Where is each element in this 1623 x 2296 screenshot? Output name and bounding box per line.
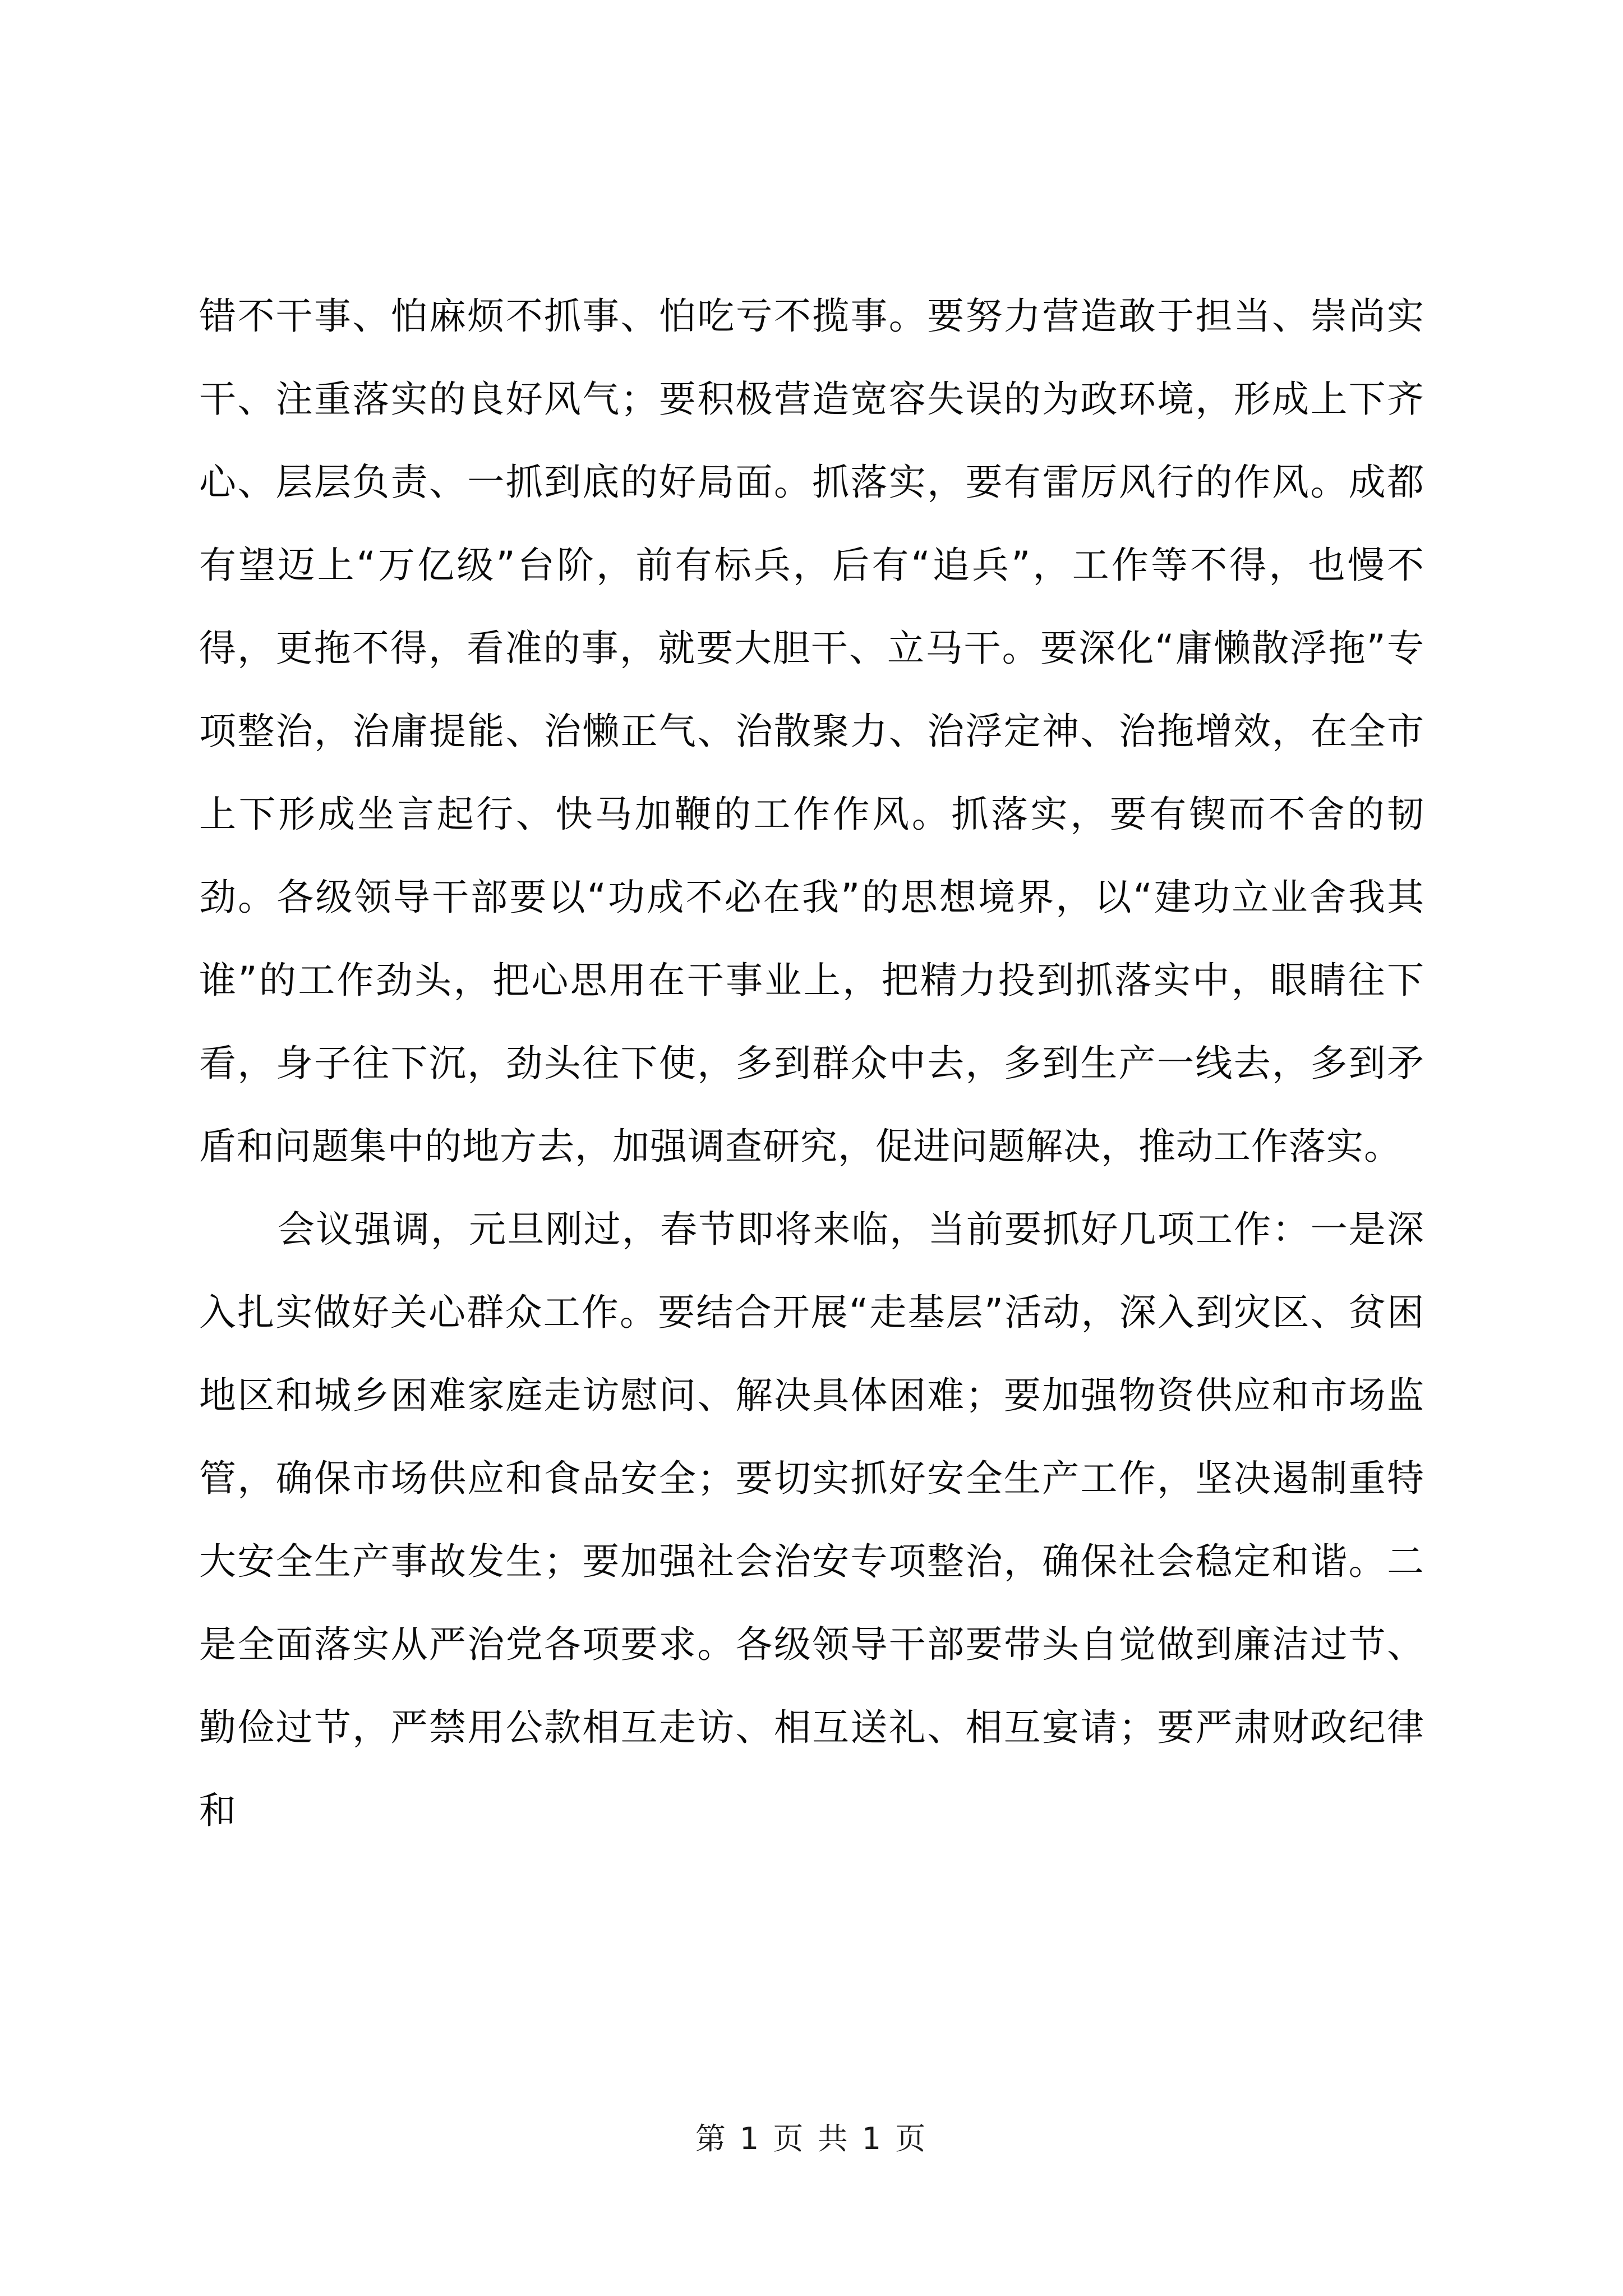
page-footer: 第 1 页 共 1 页 [695, 2121, 928, 2156]
paragraph: 错不干事、怕麻烦不抓事、怕吃亏不揽事。要努力营造敢于担当、崇尚实干、注重落实的良好风气；要积极营造宽容失误的为政环境，形成上下齐心、层层负责、一抓到底的好局面。抓落实，要有雷厉风行的作风。成都有望迈上“万亿级”台阶，前有标兵，后有“追兵”，工作等不得，也慢不得，更拖不得，看准的事，就要大胆干、立马干。要深化“庸懒散浮拖”专项整治，治庸提能、治懒正气、治散聚力、治浮定神、治拖增效，在全市上下形成坐言起行、快马加鞭的工作作风。抓落实，要有锲而不舍的韧劲。各级领导干部要以“功成不必在我”的思想境界，以“建功立业舍我其谁”的工作劲头，把心思用在干事业上，把精力投到抓落实中，眼睛往下看，身子往下沉，劲头往下使，多到群众中去，多到生产一线去，多到矛盾和问题集中的地方去，加强调查研究，促进问题解决，推动工作落实。 [199, 295, 1424, 1168]
paragraph: 会议强调，元旦刚过，春节即将来临，当前要抓好几项工作：一是深入扎实做好关心群众工作。要结合开展“走基层”活动，深入到灾区、贫困地区和城乡困难家庭走访慰问、解决具体困难；要加强物资供应和市场监管，确保市场供应和食品安全；要切实抓好安全生产工作，坚决遏制重特大安全生产事故发生；要加强社会治安专项整治，确保社会稳定和谐。二是全面落实从严治党各项要求。各级领导干部要带头自觉做到廉洁过节、勤俭过节，严禁用公款相互走访、相互送礼、相互宴请；要严肃财政纪律和 [199, 1208, 1424, 1832]
document-body [199, 275, 1424, 1852]
